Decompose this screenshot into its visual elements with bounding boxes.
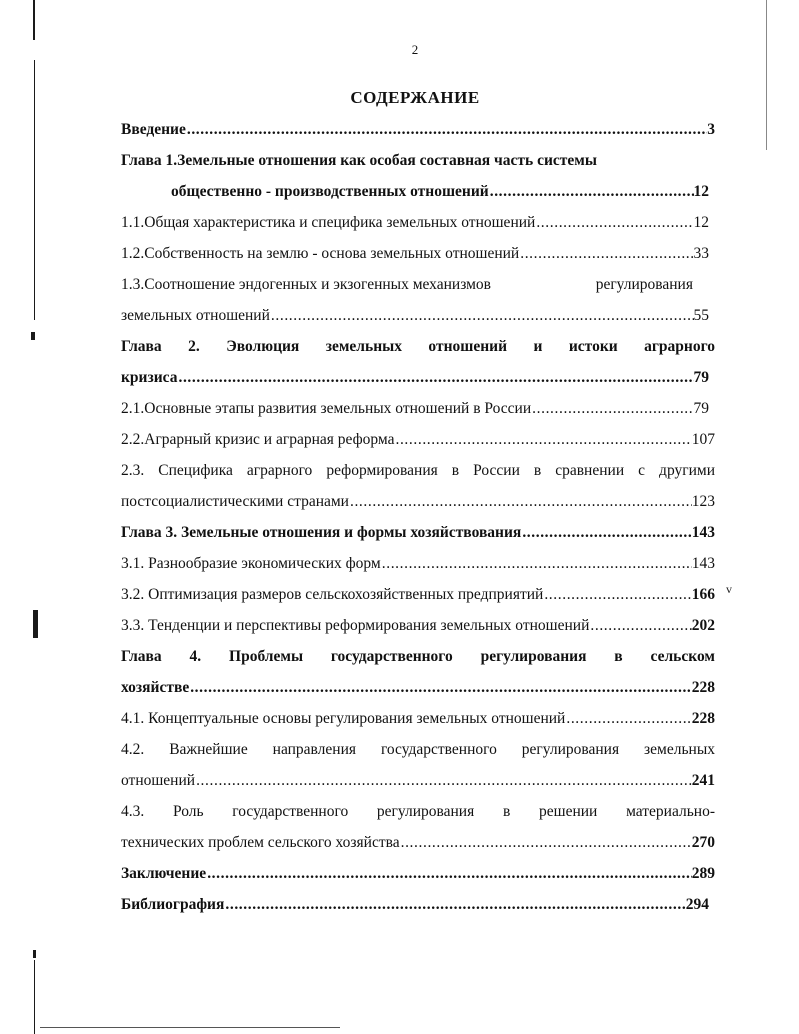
page-title: СОДЕРЖАНИЕ bbox=[350, 88, 480, 107]
toc-entry-4-3-line-2: технических проблем сельского хозяйства ..... 270 bbox=[121, 827, 715, 858]
toc-entry-conclusion: Заключение ..... 289 bbox=[121, 858, 715, 889]
toc-entry-4-2-line-2: отношений ..... 241 bbox=[121, 765, 715, 796]
toc-entry-2-1: 2.1.Основные этапы развития земельных отношений в России ..... 79 bbox=[121, 393, 715, 424]
scan-edge-mark-3 bbox=[33, 950, 36, 958]
table-of-contents bbox=[121, 114, 715, 920]
toc-entry-1-3-line-1: 1.3.Соотношение эндогенных и экзогенных механизмов регулирования bbox=[121, 276, 693, 293]
toc-entry-1-3-line-2: земельных отношений ..... 55 bbox=[121, 300, 715, 331]
toc-entry-intro: Введение ..... 3 bbox=[121, 114, 715, 145]
toc-entry-bibliography: Библиография ..... 294 bbox=[121, 889, 715, 920]
toc-entry-4-1: 4.1. Концептуальные основы регулирования земельных отношений ..... 228 bbox=[121, 703, 715, 734]
scan-bottom-edge bbox=[40, 1027, 340, 1028]
margin-check-mark: v bbox=[726, 582, 732, 596]
toc-entry-3-2: 3.2. Оптимизация размеров сельскохозяйственных предприятий ..... 166 bbox=[121, 579, 715, 610]
toc-entry-chapter-3: Глава 3. Земельные отношения и формы хозяйствования ..... 143 bbox=[121, 517, 715, 548]
toc-entry-chapter-4-line-1: Глава 4. Проблемы государственного регулирования в сельском bbox=[121, 648, 715, 665]
toc-entry-2-3-line-1: 2.3. Специфика аграрного реформирования в России в сравнении с другими bbox=[121, 462, 715, 479]
toc-entry-3-1: 3.1. Разнообразие экономических форм ..... 143 bbox=[121, 548, 715, 579]
toc-entry-1-2: 1.2.Собственность на землю - основа земельных отношений ..... 33 bbox=[121, 238, 715, 269]
toc-entry-3-3: 3.3. Тенденции и перспективы реформирования земельных отношений ..... 202 bbox=[121, 610, 715, 641]
toc-entry-4-3-line-1: 4.3. Роль государственного регулирования в решении материально- bbox=[121, 803, 715, 820]
page-number: 2 bbox=[411, 42, 419, 57]
toc-entry-4-2-line-1: 4.2. Важнейшие направления государственного регулирования земельных bbox=[121, 741, 715, 758]
toc-entry-chapter-1-line-1: Глава 1.Земельные отношения как особая составная часть системы bbox=[121, 152, 597, 169]
scan-edge-mark-1 bbox=[31, 332, 35, 340]
toc-entry-2-3-line-2: постсоциалистическими странами ..... 123 bbox=[121, 486, 715, 517]
toc-entry-chapter-4-line-2: хозяйстве ..... 228 bbox=[121, 672, 715, 703]
toc-entry-chapter-1-line-2: общественно - производственных отношений ..... 12 bbox=[121, 176, 715, 207]
toc-entry-chapter-2-line-2: кризиса ..... 79 bbox=[121, 362, 715, 393]
toc-entry-chapter-2-line-1: Глава 2. Эволюция земельных отношений и истоки аграрного bbox=[121, 338, 715, 355]
scan-right-edge bbox=[766, 0, 767, 150]
scan-edge-line-top bbox=[33, 0, 35, 40]
toc-entry-2-2: 2.2.Аграрный кризис и аграрная реформа ..... 107 bbox=[121, 424, 715, 455]
scan-edge-line-bottom bbox=[34, 960, 35, 1034]
scan-edge-mark-2 bbox=[33, 610, 38, 638]
toc-entry-1-1: 1.1.Общая характеристика и специфика земельных отношений ..... 12 bbox=[121, 207, 715, 238]
